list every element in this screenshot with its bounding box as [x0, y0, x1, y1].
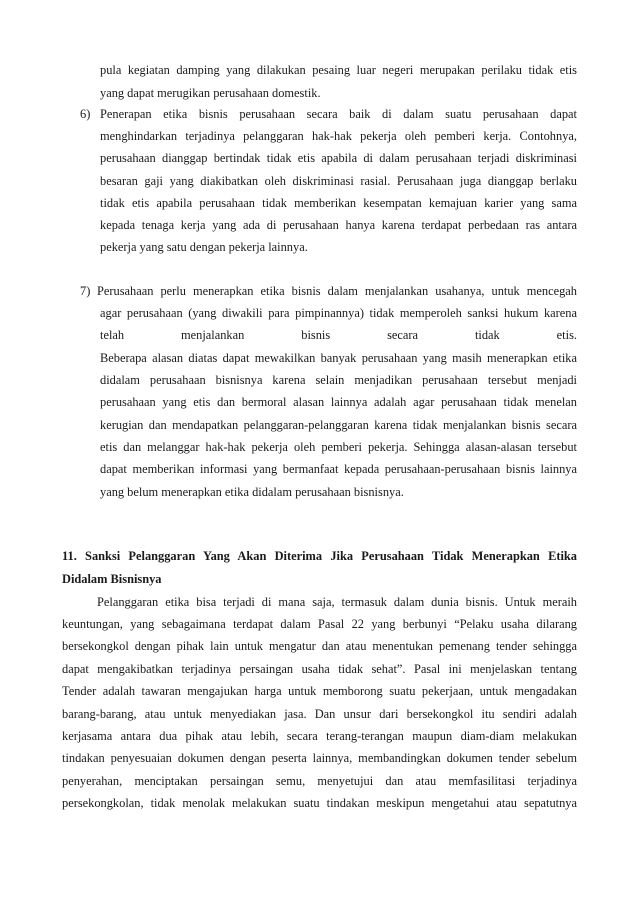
item7-line: yang belum menerapkan etika didalam perusahaan bisnisnya.: [100, 485, 404, 499]
item6-line: Penerapan etika bisnis perusahaan secara baik di dalam suatu perusahaan dapat: [100, 107, 577, 121]
section-heading: 11. Sanksi Pelanggaran Yang Akan Diterima Jika Perusahaan Tidak Menerapkan Etika: [62, 549, 577, 563]
item5-continuation-line: yang dapat merugikan perusahaan domestik.: [100, 86, 321, 100]
item5-continuation-line: pula kegiatan damping yang dilakukan pesaing luar negeri merupakan perilaku tidak etis: [100, 63, 577, 77]
item6-line: pekerja yang satu dengan pekerja lainnya.: [100, 240, 308, 254]
item6-line: menghindarkan terjadinya pelanggaran hak-hak pekerja oleh pemberi kerja. Contohnya,: [100, 129, 577, 143]
paragraph-line: dapat mengakibatkan terjadinya persaingan usaha tidak sehat”. Pasal ini menjelaskan tentang: [62, 662, 577, 676]
item7-line: dapat memberikan informasi yang bermanfaat kepada perusahaan-perusahaan bisnis lainnya: [100, 462, 577, 476]
item6-number: 6): [80, 107, 91, 121]
item7-line: Perusahaan perlu menerapkan etika bisnis dalam menjalankan usahanya, untuk mencegah: [97, 284, 577, 298]
item7-line: etis dan melanggar hak-hak pekerja oleh pemberi pekerja. Sehingga alasan-alasan tersebut: [100, 440, 577, 454]
paragraph-line: Tender adalah tawaran mengajukan harga untuk memborong suatu pekerjaan, untuk mengadakan: [62, 684, 577, 698]
item7-line: perusahaan yang etis dan bermoral alasan lainnya adalah agar perusahaan tidak menelan: [100, 395, 577, 409]
item7-line: agar perusahaan (yang diwakili para pimpinannya) tidak memperoleh sanksi hukum karena: [100, 306, 577, 320]
paragraph-line: kerjasama antara dua pihak atau lebih, secara terang-terangan maupun diam-diam melakukan: [62, 729, 577, 743]
item6-line: besaran gaji yang diakibatkan oleh diskriminasi rasial. Perusahaan juga dianggap berlaku: [100, 174, 577, 188]
item6-line: perusahaan dianggap bertindak tidak etis apabila di dalam perusahaan terjadi diskriminasi: [100, 151, 577, 165]
paragraph-line: persekongkolan, tidak menolak melakukan suatu tindakan meskipun mengetahui atau sepatutnya: [62, 796, 577, 810]
item7-line: didalam perusahaan bisnisnya karena selain menjadikan perusahaan tersebut menjadi: [100, 373, 577, 387]
item6-line: kepada tenaga kerja yang ada di perusahaan hanya karena terdapat perbedaan ras antara: [100, 218, 577, 232]
section-heading: Didalam Bisnisnya: [62, 572, 162, 586]
item7-line: telah menjalankan bisnis secara tidak etis.: [100, 328, 577, 342]
item6-line: tidak etis apabila perusahaan tidak memberikan kesempatan kemajuan karier yang sama: [100, 196, 577, 210]
paragraph-line: Pelanggaran etika bisa terjadi di mana saja, termasuk dalam dunia bisnis. Untuk meraih: [97, 595, 577, 609]
item7-number: 7): [80, 284, 91, 298]
paragraph-line: penyerahan, menciptakan persaingan semu, menyetujui dan atau memfasilitasi terjadinya: [62, 774, 577, 788]
paragraph-line: bersekongkol dengan pihak lain untuk mengatur dan atau menentukan pemenang tender sehingga: [62, 639, 577, 653]
paragraph-line: keuntungan, yang sebagaimana terdapat dalam Pasal 22 yang berbunyi “Pelaku usaha dilarang: [62, 617, 577, 631]
item7-line: kerugian dan mendapatkan pelanggaran-pelanggaran karena tidak menjalankan bisnis secara: [100, 418, 577, 432]
paragraph-line: tindakan penyesuaian dokumen dengan peserta lainnya, membandingkan dokumen tender sebelum: [62, 751, 577, 765]
item7-line: Beberapa alasan diatas dapat mewakilkan banyak perusahaan yang masih menerapkan etika: [100, 351, 577, 365]
paragraph-line: barang-barang, atau untuk menyediakan jasa. Dan unsur dari bersekongkol itu sendiri adalah: [62, 707, 577, 721]
